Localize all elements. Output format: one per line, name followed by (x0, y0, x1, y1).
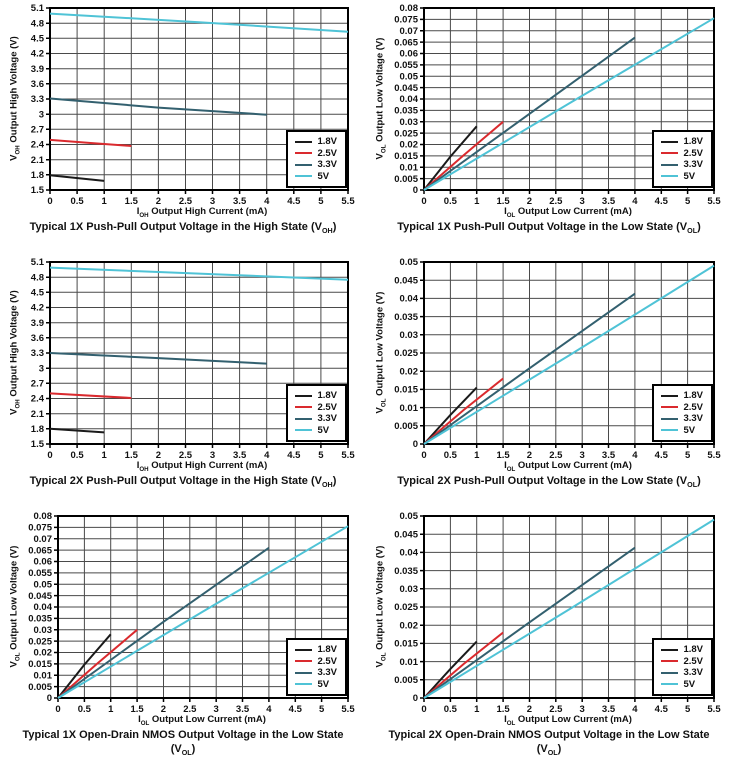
svg-text:0.05: 0.05 (33, 579, 52, 591)
legend-label: 5V (683, 424, 696, 436)
legend-item (661, 402, 703, 414)
legend-item (661, 159, 703, 171)
svg-text:0.035: 0.035 (394, 105, 418, 117)
svg-text:5.5: 5.5 (707, 196, 721, 207)
svg-text:5: 5 (318, 450, 324, 461)
legend-label: 3.3V (683, 159, 703, 171)
legend-swatch-5v (661, 175, 678, 177)
svg-text:0.065: 0.065 (394, 37, 418, 49)
legend-swatch-1_8v (661, 395, 678, 397)
y-axis-label: $V_{OL}$ Output Low Voltage (V) (374, 545, 388, 668)
svg-text:0.01: 0.01 (33, 670, 52, 682)
legend-label: 5V (683, 170, 696, 182)
chart-cell-1x-push-pull-voh (0, 0, 366, 254)
svg-text:4.5: 4.5 (654, 450, 668, 461)
svg-text:5.5: 5.5 (707, 704, 721, 715)
svg-text:2.4: 2.4 (30, 393, 44, 405)
legend-label: 3.3V (317, 667, 337, 679)
svg-text:1: 1 (474, 704, 480, 715)
svg-text:3.5: 3.5 (601, 196, 616, 207)
svg-text:0.01: 0.01 (399, 402, 418, 414)
chart-cell-1x-push-pull-vol (366, 0, 732, 254)
svg-text:0.02: 0.02 (399, 139, 418, 151)
svg-text:5.5: 5.5 (341, 450, 355, 461)
svg-text:1.5: 1.5 (30, 439, 44, 451)
svg-text:1.5: 1.5 (124, 196, 138, 207)
svg-text:2: 2 (526, 196, 533, 207)
svg-text:0.015: 0.015 (394, 638, 418, 650)
svg-text:0.5: 0.5 (443, 704, 457, 715)
svg-text:0.045: 0.045 (394, 529, 418, 541)
legend-item (661, 656, 703, 668)
legend-swatch-2_5v (295, 660, 312, 662)
svg-text:2.5: 2.5 (178, 450, 193, 461)
chart-title: Typical 1X Push-Pull Output Voltage in the High State $(V_{OH})$ (29, 221, 337, 236)
legend-swatch-3_3v (661, 672, 678, 674)
svg-text:0.075: 0.075 (28, 522, 52, 534)
svg-text:0.5: 0.5 (70, 196, 84, 207)
legend-item (295, 159, 337, 171)
svg-text:5.1: 5.1 (30, 257, 44, 269)
svg-text:5.5: 5.5 (341, 704, 355, 715)
svg-text:0.075: 0.075 (394, 14, 418, 26)
svg-text:4: 4 (264, 196, 270, 207)
y-axis-label: $V_{OL}$ Output Low Voltage (V) (374, 291, 388, 414)
svg-text:3: 3 (579, 196, 585, 207)
x-axis-label: $I_{OL}$ Output Low Current (mA) (504, 206, 632, 219)
svg-text:3.6: 3.6 (30, 333, 44, 345)
svg-text:0: 0 (55, 704, 61, 715)
legend-swatch-1_8v (295, 395, 312, 397)
svg-text:1.5: 1.5 (130, 704, 144, 715)
legend-label: 1.8V (317, 644, 337, 656)
legend-label: 3.3V (317, 413, 337, 425)
chart-title: Typical 1X Open-Drain NMOS Output Voltage in the Low State $(V_{OL})$ (22, 729, 344, 758)
svg-text:0.07: 0.07 (33, 533, 52, 545)
svg-text:1.8: 1.8 (30, 170, 44, 182)
svg-text:0.045: 0.045 (28, 590, 52, 602)
svg-text:4.5: 4.5 (287, 450, 301, 461)
svg-text:4: 4 (632, 196, 638, 207)
svg-text:3.3: 3.3 (30, 348, 44, 360)
svg-text:5: 5 (684, 704, 691, 715)
chart-cell-1x-open-drain-vol (0, 508, 366, 762)
svg-text:0.03: 0.03 (399, 584, 418, 595)
legend-item (661, 171, 703, 183)
svg-text:3.5: 3.5 (601, 704, 616, 715)
svg-text:0.04: 0.04 (399, 547, 418, 559)
legend-swatch-5v (295, 683, 312, 685)
svg-text:0.055: 0.055 (28, 568, 52, 580)
svg-text:0.5: 0.5 (77, 704, 91, 715)
svg-text:4: 4 (632, 450, 638, 461)
legend-swatch-2_5v (661, 406, 678, 408)
legend-label: 3.3V (317, 159, 337, 171)
svg-text:2.5: 2.5 (178, 196, 193, 207)
svg-text:4.2: 4.2 (30, 48, 44, 60)
legend-swatch-1_8v (295, 141, 312, 143)
svg-text:5.1: 5.1 (30, 3, 44, 15)
y-axis-label: $V_{OH}$ Output High Voltage (V) (8, 290, 22, 415)
legend-item (295, 390, 337, 402)
legend-label: 1.8V (683, 644, 703, 656)
legend-label: 2.5V (317, 401, 337, 413)
x-axis-label: $I_{OH}$ Output High Current (mA) (136, 460, 268, 473)
svg-text:5.5: 5.5 (707, 450, 721, 461)
y-axis-label: $V_{OL}$ Output Low Voltage (V) (8, 545, 22, 668)
legend (652, 384, 713, 442)
svg-text:1.5: 1.5 (496, 196, 510, 207)
svg-text:1: 1 (474, 196, 480, 207)
svg-text:0.08: 0.08 (399, 3, 418, 15)
svg-text:0.02: 0.02 (399, 620, 418, 632)
svg-text:3: 3 (213, 704, 219, 715)
svg-text:4.5: 4.5 (30, 33, 44, 45)
chart-cell-2x-push-pull-vol (366, 254, 732, 508)
legend-swatch-3_3v (661, 164, 678, 166)
svg-text:0.04: 0.04 (399, 94, 418, 106)
chart-cell-2x-open-drain-vol (366, 508, 732, 762)
svg-text:0.035: 0.035 (28, 613, 52, 625)
svg-text:5.5: 5.5 (341, 196, 355, 207)
svg-text:2.5: 2.5 (549, 196, 563, 207)
legend-item (661, 148, 703, 160)
svg-text:0.03: 0.03 (33, 624, 52, 636)
legend-swatch-5v (661, 683, 678, 685)
legend-swatch-3_3v (295, 418, 312, 420)
legend-swatch-3_3v (295, 164, 312, 166)
legend-swatch-2_5v (295, 406, 312, 408)
svg-text:4: 4 (632, 704, 638, 715)
legend-swatch-2_5v (295, 152, 312, 154)
svg-text:0.5: 0.5 (70, 450, 84, 461)
svg-text:0.06: 0.06 (33, 556, 52, 568)
svg-text:3.6: 3.6 (30, 79, 44, 91)
svg-text:4.5: 4.5 (30, 287, 44, 299)
legend (652, 130, 713, 188)
legend-item (661, 413, 703, 425)
svg-text:0.05: 0.05 (399, 511, 418, 523)
svg-text:1.5: 1.5 (496, 704, 510, 715)
svg-text:4: 4 (266, 704, 272, 715)
svg-text:2: 2 (155, 196, 162, 207)
legend-item (295, 136, 337, 148)
svg-text:0: 0 (412, 693, 418, 705)
svg-text:0.005: 0.005 (394, 675, 418, 686)
legend-swatch-3_3v (295, 672, 312, 674)
svg-text:2: 2 (526, 704, 533, 715)
svg-text:0.025: 0.025 (394, 348, 418, 360)
svg-text:3.5: 3.5 (601, 450, 616, 461)
svg-text:3.5: 3.5 (233, 196, 247, 207)
svg-text:2.5: 2.5 (549, 450, 563, 461)
svg-text:0: 0 (412, 185, 418, 197)
chart-title: Typical 1X Push-Pull Output Voltage in the Low State $(V_{OL})$ (397, 221, 701, 236)
legend-item (661, 667, 703, 679)
svg-text:0: 0 (47, 450, 53, 461)
svg-text:2.1: 2.1 (30, 408, 44, 420)
svg-text:3: 3 (38, 363, 44, 375)
legend-item (295, 656, 337, 668)
legend-label: 1.8V (683, 136, 703, 148)
legend-item (661, 679, 703, 691)
svg-text:2.5: 2.5 (183, 704, 197, 715)
svg-text:4.5: 4.5 (287, 196, 301, 207)
legend-label: 5V (683, 678, 696, 690)
svg-text:0.04: 0.04 (33, 602, 52, 614)
svg-text:0.015: 0.015 (28, 659, 52, 671)
legend-swatch-2_5v (661, 660, 678, 662)
svg-text:2.5: 2.5 (549, 704, 563, 715)
svg-text:2: 2 (155, 450, 162, 461)
svg-text:3: 3 (579, 450, 585, 461)
svg-text:3: 3 (38, 109, 44, 121)
legend-label: 2.5V (317, 655, 337, 667)
legend-label: 3.3V (683, 667, 703, 679)
svg-text:4.5: 4.5 (654, 704, 668, 715)
svg-text:4: 4 (264, 450, 270, 461)
legend-swatch-1_8v (295, 649, 312, 651)
legend-item (295, 413, 337, 425)
svg-text:0.005: 0.005 (394, 173, 418, 185)
svg-text:1: 1 (108, 704, 114, 715)
svg-text:0.5: 0.5 (443, 450, 457, 461)
svg-text:0.02: 0.02 (399, 366, 418, 378)
svg-text:0.03: 0.03 (399, 330, 418, 341)
legend-label: 2.5V (683, 655, 703, 667)
svg-text:3.3: 3.3 (30, 94, 44, 106)
legend-label: 1.8V (683, 390, 703, 402)
svg-text:0.05: 0.05 (399, 257, 418, 269)
svg-text:0.015: 0.015 (394, 384, 418, 396)
svg-text:2: 2 (526, 450, 533, 461)
svg-text:0.005: 0.005 (394, 421, 418, 432)
y-axis-label: $V_{OH}$ Output High Voltage (V) (8, 36, 22, 161)
svg-text:1.8: 1.8 (30, 424, 44, 436)
svg-text:1: 1 (101, 196, 107, 207)
legend-item (661, 136, 703, 148)
legend-swatch-1_8v (661, 649, 678, 651)
svg-text:5: 5 (684, 196, 691, 207)
svg-text:3.9: 3.9 (30, 317, 44, 329)
svg-text:4.5: 4.5 (654, 196, 668, 207)
svg-text:0.04: 0.04 (399, 293, 418, 305)
svg-text:0.045: 0.045 (394, 275, 418, 287)
svg-text:3.9: 3.9 (30, 63, 44, 75)
svg-text:2.4: 2.4 (30, 139, 44, 151)
chart-cell-2x-push-pull-voh (0, 254, 366, 508)
svg-text:0.01: 0.01 (399, 656, 418, 668)
svg-text:0: 0 (421, 704, 427, 715)
legend-swatch-5v (295, 429, 312, 431)
svg-text:0.05: 0.05 (399, 71, 418, 83)
svg-text:0.025: 0.025 (28, 636, 52, 648)
svg-text:0.025: 0.025 (394, 602, 418, 614)
legend-item (661, 425, 703, 437)
svg-text:4.8: 4.8 (30, 18, 44, 30)
legend-label: 1.8V (317, 136, 337, 148)
legend-label: 5V (317, 170, 330, 182)
svg-text:3: 3 (579, 704, 585, 715)
svg-text:3.5: 3.5 (235, 704, 250, 715)
x-axis-label: $I_{OL}$ Output Low Current (mA) (504, 460, 632, 473)
svg-text:0.035: 0.035 (394, 565, 418, 577)
svg-text:2: 2 (160, 704, 167, 715)
legend-item (295, 148, 337, 160)
svg-text:3.5: 3.5 (233, 450, 247, 461)
legend-item (295, 644, 337, 656)
svg-text:2.1: 2.1 (30, 154, 44, 166)
legend-swatch-2_5v (661, 152, 678, 154)
svg-text:0.5: 0.5 (443, 196, 457, 207)
legend (652, 638, 713, 696)
svg-text:1: 1 (474, 450, 480, 461)
svg-text:2.7: 2.7 (30, 124, 44, 136)
legend (286, 130, 347, 188)
svg-text:0.035: 0.035 (394, 311, 418, 323)
svg-text:1.5: 1.5 (30, 185, 44, 197)
legend-item (661, 390, 703, 402)
svg-text:0.025: 0.025 (394, 128, 418, 140)
legend (286, 638, 347, 696)
legend-label: 5V (317, 424, 330, 436)
x-axis-label: $I_{OL}$ Output Low Current (mA) (504, 714, 632, 727)
legend-item (295, 171, 337, 183)
chart-title: Typical 2X Open-Drain NMOS Output Voltage in the Low State $(V_{OL})$ (388, 729, 710, 758)
svg-text:0.06: 0.06 (399, 48, 418, 60)
svg-text:5: 5 (318, 704, 325, 715)
legend (286, 384, 347, 442)
svg-text:0.03: 0.03 (399, 116, 418, 128)
svg-text:4.8: 4.8 (30, 272, 44, 284)
svg-text:4.2: 4.2 (30, 302, 44, 314)
chart-title: Typical 2X Push-Pull Output Voltage in the Low State $(V_{OL})$ (397, 475, 701, 490)
svg-text:5: 5 (684, 450, 691, 461)
x-axis-label: $I_{OH}$ Output High Current (mA) (136, 206, 268, 219)
svg-text:1.5: 1.5 (496, 450, 510, 461)
svg-text:4.5: 4.5 (288, 704, 302, 715)
svg-text:3: 3 (209, 450, 216, 461)
legend-item (295, 667, 337, 679)
svg-text:0.07: 0.07 (399, 25, 418, 37)
legend-item (295, 679, 337, 691)
x-axis-label: $I_{OL}$ Output Low Current (mA) (138, 714, 266, 727)
chart-title: Typical 2X Push-Pull Output Voltage in the High State $(V_{OH})$ (29, 475, 337, 490)
svg-text:0.065: 0.065 (28, 545, 52, 557)
svg-text:2.7: 2.7 (30, 378, 44, 390)
svg-text:0: 0 (421, 450, 427, 461)
legend-label: 2.5V (683, 147, 703, 159)
legend-item (295, 425, 337, 437)
svg-text:1.5: 1.5 (124, 450, 138, 461)
svg-text:0.015: 0.015 (394, 151, 418, 163)
svg-text:0: 0 (412, 439, 418, 451)
legend-label: 2.5V (683, 401, 703, 413)
legend-item (661, 644, 703, 656)
svg-text:3: 3 (209, 196, 216, 207)
svg-text:0.045: 0.045 (394, 82, 418, 94)
svg-text:0.08: 0.08 (33, 511, 52, 523)
svg-text:0.005: 0.005 (28, 681, 52, 693)
y-axis-label: $V_{OL}$ Output Low Voltage (V) (374, 37, 388, 160)
svg-text:0: 0 (46, 693, 52, 705)
legend-label: 3.3V (683, 413, 703, 425)
legend-swatch-5v (661, 429, 678, 431)
svg-text:1: 1 (101, 450, 107, 461)
svg-text:0: 0 (47, 196, 53, 207)
legend-swatch-1_8v (661, 141, 678, 143)
legend-swatch-3_3v (661, 418, 678, 420)
legend-item (295, 402, 337, 414)
legend-label: 2.5V (317, 147, 337, 159)
svg-text:5: 5 (318, 196, 324, 207)
legend-label: 5V (317, 678, 330, 690)
legend-swatch-5v (295, 175, 312, 177)
svg-text:0: 0 (421, 196, 427, 207)
svg-text:0.02: 0.02 (33, 647, 52, 659)
legend-label: 1.8V (317, 390, 337, 402)
svg-text:0.055: 0.055 (394, 60, 418, 72)
svg-text:0.01: 0.01 (399, 162, 418, 174)
